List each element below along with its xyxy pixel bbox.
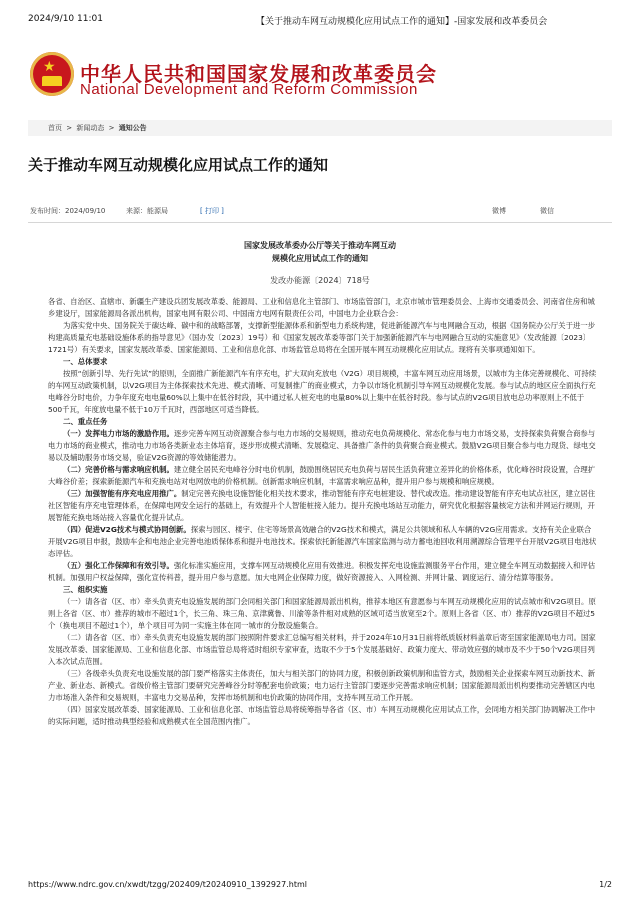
national-emblem-icon: ★ (30, 52, 74, 96)
breadcrumb-separator: > (66, 124, 73, 132)
print-button[interactable]: [ 打印 ] (200, 207, 224, 215)
task-label: （四）促进V2G技术与模式协同创新。 (63, 525, 191, 534)
org-paragraph: （二）请各省（区、市）牵头负责充电设施发展的部门按照附件要求汇总编写相关材料，并于2024年10月31日前将纸质版材料盖章后寄至国家能源局电力司。国家发展改革委、国家能源局、工业和信息化部、市场监管总局将适时组织专家审查，选取不少于5个发展基础好、政策力度大、带动效应强的城市及不少于50个V2G项目列入本次试点范围。 (48, 633, 596, 666)
doc-heading-line2: 规模化应用试点工作的通知 (272, 254, 368, 263)
breadcrumb-current[interactable]: 通知公告 (118, 124, 147, 132)
article-source: 来源：能源局 (126, 207, 168, 215)
task-text: 强化标准实施应用，支撑车网互动规模化应用有效推进。积极发挥充电设施监测服务平台作用，建立健全车网互动数据接入和评估机制。加强用户权益保障，强化宣传科普，提升用户参与意愿。加大电网企业保障力度，做好资源接入、入网检测、并网计量、调度运行、清分结算等服务。 (48, 561, 596, 582)
recipients: 各省、自治区、直辖市、新疆生产建设兵团发展改革委、能源局、工业和信息化主管部门、市场监管部门，北京市城市管理委员会、上海市交通委员会、河南省住房和城乡建设厅，国家能源局各派出机构，国家电网有限公司、中国南方电网有限责任公司，中国电力企业联合会： (48, 297, 595, 318)
task-paragraph (48, 524, 598, 560)
print-page-title: 【关于推动车网互动规模化应用试点工作的通知】-国家发展和改革委员会 (256, 17, 548, 27)
task-text: 制定完善充换电设施智能化相关技术要求，推动智能有序充电桩建设、替代或改造。推动建设智能有序充电试点社区，建立居住社区智能有序充电管理体系，在保障电网安全运行的基础上，有效提升个人智能桩接入能力。提升充换电场站互动能力，研究优化根据容量核定方法和并网运行规则，开展智能充换电场站接入容量优化提升试点。 (48, 489, 596, 522)
task-text: 建立健全居民充电峰谷分时电价机制，鼓励围绕居民充电负荷与居民生活负荷建立差异化的价格体系，优化峰谷时段设置，合理扩大峰谷价差；探索新能源汽车和充换电站对电网放电的价格机制。创新需求响应机制，丰富需求响应品种，提升用户参与规模和响应规模。 (48, 465, 596, 486)
share-wechat-button[interactable]: 微信 (540, 207, 554, 215)
task-text: 逐步完善车网互动资源聚合参与电力市场的交易规则，推动充电负荷规模化、常态化参与电力市场交易，支持探索负荷聚合商参与电力市场的商业模式，推动电力市场各类新业态主体培育，逐步形成模式清晰、发展稳定、具备推广条件的负荷聚合商业模式。鼓励V2G项目聚合参与电力现货、绿电交易以及辅助服务市场交易，验证V2G资源的等效储能潜力。 (48, 429, 596, 462)
section-paragraph: 按照“创新引导、先行先试”的原则，全面推广新能源汽车有序充电，扩大双向充放电（V2G）项目规模，丰富车网互动应用场景，以城市为主体完善规模化、可持续的车网互动政策机制，以V2G项目为主体探索技术先进、模式清晰、可复制推广的商业模式，力争以市场化机制引导车网互动规模化发展。参与试点的地区应全面执行充电峰谷分时电价，力争年度充电电量60%以上集中在低谷时段，其中通过私人桩充电的电量80%以上集中在低谷时段。参与试点的V2G项目放电总功率原则上不低于500千瓦，年度放电量不低于10万千瓦时，西部地区可适当降低。 (48, 369, 597, 414)
task-text: 探索与园区、楼宇、住宅等场景高效融合的V2G技术和模式，满足公共领域和私人车辆的V2G应用需求。支持有关企业联合开展V2G项目申报，鼓励车企和电池企业完善电池质保体系和提升电池技术。探索依托新能源汽车国家监测与动力蓄电池回收利用溯源综合管理平台开展V2G项目电池状态评估。 (48, 525, 597, 558)
task-paragraph (48, 428, 598, 464)
org-name-english: National Development and Reform Commission (80, 81, 418, 98)
divider (28, 222, 612, 223)
share-weibo-button[interactable]: 微博 (492, 207, 506, 215)
page-url: https://www.ndrc.gov.cn/xwdt/tzgg/202409/t20240910_1392927.html (28, 880, 307, 889)
article-body (48, 296, 598, 728)
doc-heading-line1: 国家发展改革委办公厅等关于推动车网互动 (244, 241, 396, 250)
task-label: （一）发挥电力市场的激励作用。 (63, 429, 174, 438)
task-paragraph (48, 464, 598, 488)
breadcrumb-separator: > (108, 124, 115, 132)
masthead (28, 48, 612, 102)
org-paragraph: （一）请各省（区、市）牵头负责充电设施发展的部门会同相关部门和国家能源局派出机构，推荐本地区有意愿参与车网互动规模化应用的试点城市和V2G项目。原则上各省（区、市）推荐的城市不超过1个，长三角、珠三角、京津冀鲁、川渝等条件相对成熟的区域可适当放宽至2个。原则上各省（区、市）推荐的V2G项目不超过5个（换电项目不超过1个），单个项目可为同一实施主体在同一城市的分散设施集合。 (48, 597, 596, 630)
page-title: 关于推动车网互动规模化应用试点工作的通知 (28, 156, 329, 174)
breadcrumb-home[interactable]: 首页 (48, 124, 62, 132)
task-paragraph (48, 488, 598, 524)
publish-time: 发布时间：2024/09/10 (30, 207, 106, 215)
task-label: （二）完善价格与需求响应机制。 (63, 465, 174, 474)
org-paragraph: （四）国家发展改革委、国家能源局、工业和信息化部、市场监管总局将统筹指导各省（区、市）车网互动规模化应用试点工作，会同地方相关部门协调解决工作中的实际问题，适时推动典型经验和成熟模式在全国范围内推广。 (48, 705, 596, 726)
section-title: 二、重点任务 (63, 417, 108, 426)
task-label: （三）加强智能有序充电应用推广。 (63, 489, 182, 498)
print-date: 2024/9/10 11:01 (28, 14, 103, 24)
page-number: 1/2 (599, 880, 612, 889)
breadcrumb-news[interactable]: 新闻动态 (76, 124, 105, 132)
doc-number: 发改办能源〔2024〕718号 (270, 276, 370, 285)
task-label: （五）强化工作保障和有效引导。 (63, 561, 174, 570)
breadcrumb (28, 120, 612, 136)
org-name-chinese: 中华人民共和国国家发展和改革委员会 (80, 62, 437, 86)
section-title: 一、总体要求 (63, 357, 108, 366)
intro-paragraph: 为落实党中央、国务院关于碳达峰、碳中和的战略部署，支撑新型能源体系和新型电力系统构建，促进新能源汽车与电网融合互动，根据《国务院办公厅关于进一步构建高质量充电基础设施体系的指导意见》（国办发〔2023〕19号）和《国家发展改革委等部门关于加强新能源汽车与电网融合互动的实施意见》（发改能源〔2023〕1721号）有关要求，国家发展改革委、国家能源局、工业和信息化部、市场监管总局将在全国开展车网互动规模化应用试点。现将有关事项通知如下。 (48, 321, 596, 354)
org-paragraph: （三）各级牵头负责充电设施发展的部门要严格落实主体责任，加大与相关部门的协同力度，积极创新政策机制和监管方式，鼓励相关企业探索车网互动新技术、新产业、新业态、新模式。省级价格主管部门要研究完善峰谷分时等配套电价政策；电力运行主管部门要逐步完善需求响应机制；国家能源局派出机构要推动完善辖区内电力市场准入条件和交易规则，丰富电力交易品种，发挥市场机制和电价政策的协同作用，支持车网互动工作开展。 (48, 669, 596, 702)
task-paragraph (48, 560, 598, 584)
article-meta (28, 206, 612, 218)
section-title: 三、组织实施 (63, 585, 108, 594)
print-footer (28, 880, 612, 890)
